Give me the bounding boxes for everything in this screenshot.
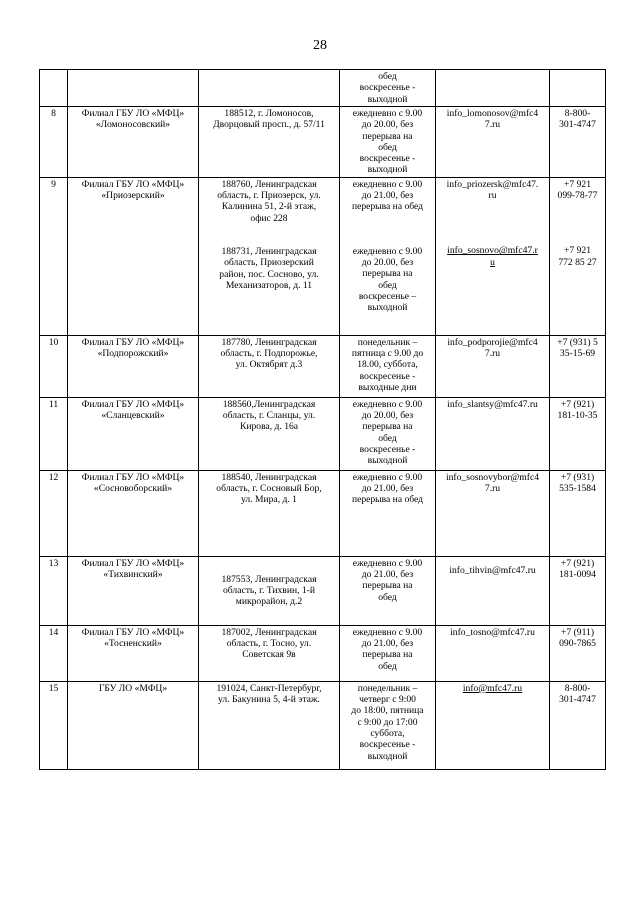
cell-phone: +7 (921) 181-10-35 (550, 397, 606, 470)
cell-hours: ежедневно с 9.00 до 21.00, без перерыва на обед ежедневно с 9.00 до 20.00, без перерыва на обед воскресенье – выходной (340, 177, 436, 335)
table-row (40, 625, 606, 681)
cell-email (436, 681, 550, 769)
cell-address: 188760, Ленинградская область, г. Приозерск, ул. Калинина 51, 2-й этаж, офис 228 188731, Ленинградская область, Приозерский район, пос. Сосново, ул. Механизаторов, д. 11 (199, 177, 340, 335)
cell-address: 188512, г. Ломоносов, Дворцовый просп., д. 57/11 (199, 107, 340, 178)
cell-num: 14 (40, 625, 68, 681)
table-row-continuation (40, 70, 606, 107)
email-link[interactable]: info_lomonosov@mfc4 (446, 108, 539, 119)
cell-phone: 8-800- 301-4747 (550, 107, 606, 178)
cell-hours: ежедневно с 9.00 до 20.00, без перерыва на обед воскресенье - выходной (340, 397, 436, 470)
mfc-branches-table (39, 69, 606, 770)
cell-name: ГБУ ЛО «МФЦ» (68, 681, 199, 769)
cell-hours: понедельник – пятница с 9.00 до 18.00, суббота, воскресенье - выходные дни (340, 335, 436, 397)
cell-address (199, 70, 340, 107)
email-link[interactable]: info_podporojie@mfc4 (447, 336, 538, 348)
cell-name: Филиал ГБУ ЛО «МФЦ» «Ломоносовский» (68, 107, 199, 178)
cell-num: 11 (40, 397, 68, 470)
cell-name: Филиал ГБУ ЛО «МФЦ» «Приозерский» (68, 177, 199, 335)
cell-name: Филиал ГБУ ЛО «МФЦ» «Сланцевский» (68, 397, 199, 470)
page-number: 28 (313, 38, 327, 53)
email-link[interactable]: info_sosnovybor@mfc4 (445, 471, 540, 483)
cell-num: 15 (40, 681, 68, 769)
cell-name: Филиал ГБУ ЛО «МФЦ» «Подпорожский» (68, 335, 199, 397)
cell-email: info_lomonosov@mfc4 7.ru (436, 107, 550, 178)
cell-hours: ежедневно с 9.00 до 21.00, без перерыва на обед (340, 625, 436, 681)
cell-phone: +7 (931) 5 35-15-69 (550, 335, 606, 397)
table-row (40, 177, 606, 335)
cell-name (68, 70, 199, 107)
cell-email (436, 70, 550, 107)
cell-email: info_sosnovybor@mfc4 7.ru (436, 470, 550, 556)
table-row (40, 335, 606, 397)
cell-email: info_priozersk@mfc47. ru info_sosnovo@mfc47.r u (436, 177, 550, 335)
cell-address: 191024, Санкт-Петербург, ул. Бакунина 5, 4-й этаж. (199, 681, 340, 769)
cell-hours: понедельник – четверг с 9:00 до 18:00, пятница с 9:00 до 17:00 суббота, воскресенье - выходной (340, 681, 436, 769)
cell-num: 10 (40, 335, 68, 397)
email-link[interactable]: info@mfc47.ru (462, 682, 523, 694)
cell-email: info_podporojie@mfc4 7.ru (436, 335, 550, 397)
cell-address: 187002, Ленинградская область, г. Тосно, ул. Советская 9в (199, 625, 340, 681)
email-link[interactable]: info_sosnovo@mfc47.r (447, 245, 538, 257)
cell-phone: +7 (911) 090-7865 (550, 625, 606, 681)
cell-name: Филиал ГБУ ЛО «МФЦ» «Сосновоборский» (68, 470, 199, 556)
cell-num: 9 (40, 177, 68, 335)
email-link[interactable]: info_tosno@mfc47.ru (450, 626, 535, 638)
cell-phone: +7 921 099-78-77 +7 921 772 85 27 (550, 177, 606, 335)
cell-address: 187780, Ленинградская область, г. Подпорожье, ул. Октябрят д.3 (199, 335, 340, 397)
cell-num: 13 (40, 556, 68, 625)
table-row (40, 470, 606, 556)
cell-email (436, 556, 550, 625)
table-row (40, 556, 606, 625)
email-link[interactable]: info_slantsy@mfc47.ru (447, 398, 538, 410)
cell-phone: +7 (931) 535-1584 (550, 470, 606, 556)
cell-phone (550, 70, 606, 107)
cell-hours: ежедневно с 9.00 до 21.00, без перерыва на обед (340, 556, 436, 625)
email-link[interactable]: info_priozersk@mfc47. (446, 178, 539, 190)
cell-phone: 8-800- 301-4747 (550, 681, 606, 769)
cell-email (436, 397, 550, 470)
table-row (40, 397, 606, 470)
cell-num (40, 70, 68, 107)
cell-hours: ежедневно с 9.00 до 20.00, без перерыва на обед воскресенье - выходной (340, 107, 436, 178)
cell-num: 8 (40, 107, 68, 178)
table-row (40, 107, 606, 178)
cell-address: 188540, Ленинградская область, г. Сосновый Бор, ул. Мира, д. 1 (199, 470, 340, 556)
table-row (40, 681, 606, 769)
cell-phone: +7 (921) 181-0094 (550, 556, 606, 625)
cell-address: 188560,Ленинградская область, г. Сланцы, ул. Кирова, д. 16а (199, 397, 340, 470)
cell-address: 187553, Ленинградская область, г. Тихвин, 1-й микрорайон, д.2 (199, 556, 340, 625)
cell-hours: ежедневно с 9.00 до 21.00, без перерыва на обед (340, 470, 436, 556)
cell-email (436, 625, 550, 681)
cell-name: Филиал ГБУ ЛО «МФЦ» «Тихвинский» (68, 556, 199, 625)
cell-num: 12 (40, 470, 68, 556)
email-link[interactable]: info_tihvin@mfc47.ru (449, 564, 536, 576)
cell-name: Филиал ГБУ ЛО «МФЦ» «Тосненский» (68, 625, 199, 681)
cell-hours: обед воскресенье - выходной (340, 70, 436, 107)
